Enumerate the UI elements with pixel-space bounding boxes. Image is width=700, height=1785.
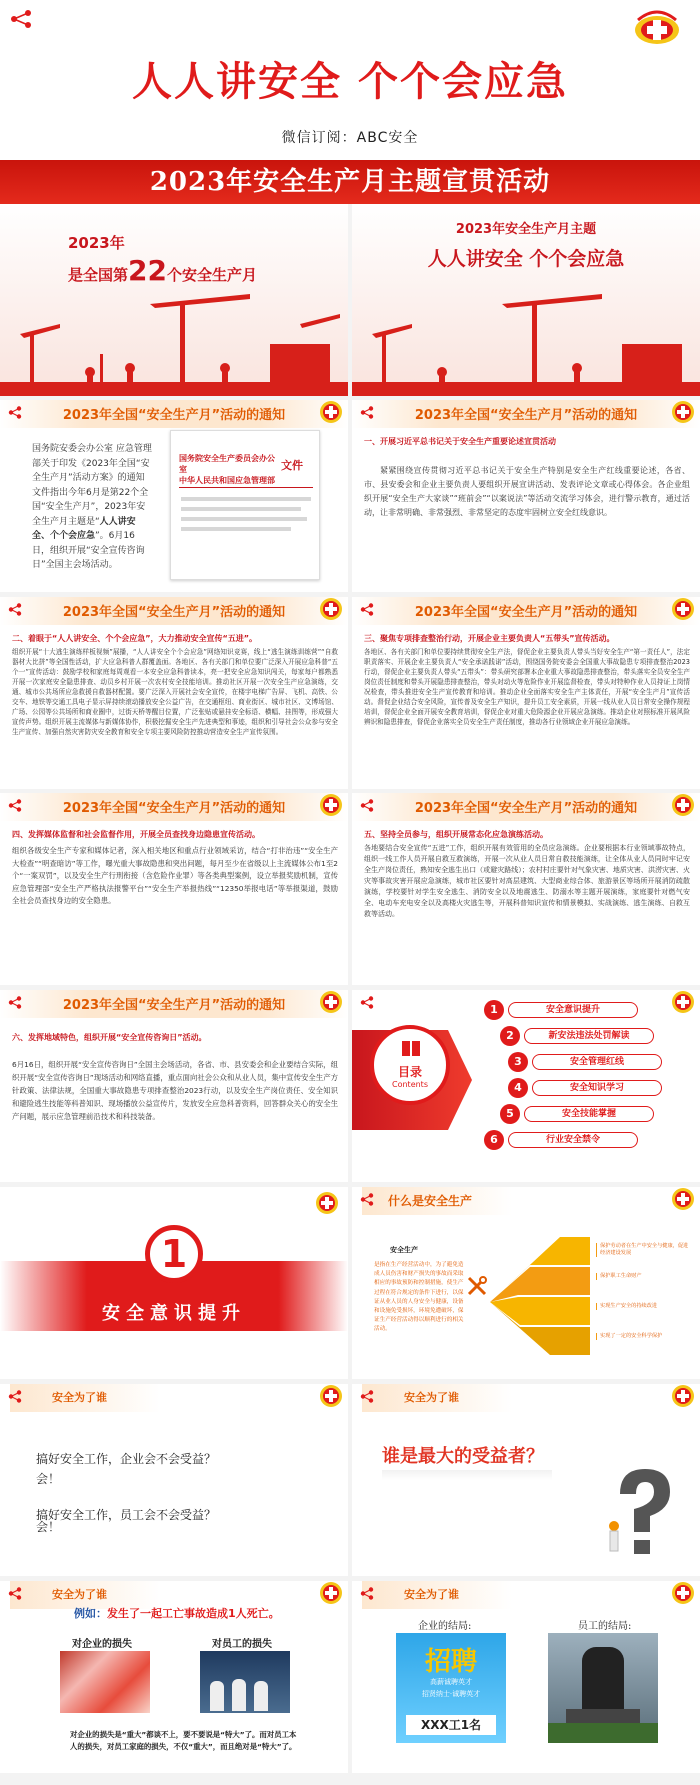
slide1-year: 2023年 [68,234,125,252]
share-icon[interactable] [8,1390,22,1403]
recruitment-poster-image: 招聘 高薪诚聘英才 招贤纳士·诚聘英才 XXX工1名 [396,1633,506,1743]
section-body: 组织各级安全生产专家和媒体记者，深入相关地区和重点行业领域采访，结合“打非治违”“安全生产大检查”“明查暗访”等工作，曝光重大事故隐患和突出问题，每月至少在省级以上主流媒体公布1至2个“一案双罚”，以及安全生产行刑衔接（含危险作业罪）等各类典型案例，设立举报奖励机制，宣传应急管理部“安全生产严格执法报警平台”“安全生产举报热线”“12350举报电话”等举报渠道，鼓励全社会员查找身边的安全隐患。 [12,846,338,905]
safety-emblem-icon [670,1187,696,1211]
employee-loss-label: 对员工的损失 [212,1639,272,1650]
employee-result-label: 员工的结局: [578,1621,632,1632]
safety-emblem-icon [318,597,344,621]
share-icon[interactable] [10,10,32,28]
notice-title: 2023年全国“安全生产月”活动的通知 [62,408,286,423]
company-loss-label: 对企业的损失 [72,1639,132,1650]
contents-item-5[interactable] [500,1104,690,1124]
slide1-suffix: 个安全生产月 [166,266,257,284]
contents-item-6[interactable] [484,1130,674,1150]
term-definition: 是指在生产经营活动中，为了避免造成人员伤害和财产损失的事故而采取相应的事故预防和控制措施，使生产过程在符合规定的条件下进行，以保证从业人员的人身安全与健康，设备和设施免受损坏，环境免遭破坏，保证生产经营活动得以顺利进行的相关活动。 [374,1262,464,1333]
section-heading: 一、开展习近平总书记关于安全生产重要论述宣贯活动 [364,437,556,446]
section-heading: 三、聚焦专项排查整治行动，开展企业主要负责人“五带头”宣传活动。 [364,634,615,643]
slide-what-is-safety [352,1187,700,1379]
slide-contents [352,990,700,1182]
safety-emblem-icon [314,1189,340,1215]
contents-item-number: 4 [508,1078,528,1098]
term-label: 安全生产 [390,1246,418,1254]
share-icon[interactable] [360,1587,374,1600]
notice-title: 2023年全国“安全生产月”活动的通知 [414,801,638,816]
question-reflection [382,1470,552,1480]
money-image [60,1651,150,1713]
notice-title: 2023年全国“安全生产月”活动的通知 [414,605,638,620]
safety-level-2: 保护职工生命财产 [596,1273,692,1280]
contents-item-3[interactable] [508,1052,698,1072]
page-header [0,0,700,160]
recruit-sign: XXX工1名 [406,1715,496,1735]
answer-1: 会！ [36,1472,61,1486]
safety-emblem-icon [318,793,344,817]
slide-who-benefits-3 [0,1581,348,1773]
safety-level-3: 实现生产安全的持续改进 [596,1303,692,1310]
share-icon[interactable] [8,1587,22,1600]
section-body: 各地要结合安全宣传“五进”工作，组织开展有效管用的全员应急演练。企业要根据本行业领域事故特点，组织一线工作人员开展自救互救演练，开展一次从业人员日常自救技能演练，让全体从业人员同时牢记安全生产岗位责任，熟知安全逃生出口（或避灾路线）；农村村庄要针对气象灾害、地质灾害、洪涝灾害、火灾等事故灾害开展应急演练，城市社区要针对高层建筑、大型商业综合体、旅游景区等场所开展消防疏散演练，学校要针对学生安全逃生、消防安全以及地震逃生、防溺水等主题开展演练，家庭要针对燃气安全、电动车充电安全以及高楼火灾逃生等，开展科普知识宣传和情景模拟、实战演练、逃生演练、自救互救等活动。 [364,844,690,918]
tombstone-image [548,1633,658,1743]
slide-who-benefits-2 [352,1384,700,1576]
contents-item-number: 6 [484,1130,504,1150]
contents-label: 目录 [397,1065,422,1079]
safety-emblem-icon [318,1384,344,1408]
official-document-image: 国务院安全生产委员会办公室 中华人民共和国应急管理部 文件 [170,430,320,580]
safety-emblem-icon [670,597,696,621]
answer-2: 会！ [36,1520,61,1534]
share-icon[interactable] [360,996,374,1009]
safety-emblem-icon [670,1581,696,1605]
slide-notice-6 [0,990,348,1182]
contents-circle [370,1025,450,1105]
theme-banner: 2023年安全生产月主题宣贯活动 [0,160,700,204]
safety-emblem-icon [318,1581,344,1605]
slide-notice-intro [0,400,348,592]
section-body: 组织开展“十大逃生演练样板视频”展播，“人人讲安全个个会应急”网络知识竞赛，线上“逃生演练训练营”“自救器材大比拼”等全国性活动，扩大应急科普人群覆盖面。各地区、各有关部门和单位要广泛深入开展应急科普“五个一”宣传活动：鼓励学校和家庭每周观看一本安全应急科普读本，亮一把安全应急知识闯关，每家每户都熟悉开展一次家庭安全隐患排查、动员乡村开展一次农村安全技能培训。推动社区开展一次安全生产应急演练，交通、城市公共场所应急救援自救器材配置。要广泛深入开展社会安全宣传，在楼宇电梯广告屏、飞机、高铁、公交车、地铁等交通工具电子显示屏持续滚动播放安全公益广告，在交通枢纽、商业街区、城市社区、文博场馆、广场、公园等公共场所和商业圈中，过街天桥等醒目位置，广泛张贴或悬挂安全标语、横幅、挂图等，形成强大宣传声势。组织开展主流媒体与新媒体协作，积极挖掘安全生产先进典型和事迹，组织和引导社会公众参与安全生产宣传、加强自然灾害防灾安全教育和安全专项主要风险防控推动营造安全生产宣传氛围。 [12,648,338,736]
book-icon [400,1039,422,1059]
contents-label-en: Contents [392,1080,428,1089]
loss-conclusion: 对企业的损失是“重大”都谈不上，要不要说是“特大”了。而对员工本人的损失，对员工家庭的损失，不仅“重大”，而且绝对是“特大”了。 [70,1730,297,1751]
slide-22nd-month [0,204,348,396]
slide-notice-5 [352,793,700,985]
slide1-number: 22 [128,254,167,287]
section-body: 紧紧围绕宣传贯彻习近平总书记关于安全生产特别是安全生产红线重要论述，各省、市、县安委会和企业主要负责人要组织开展宣讲活动、发表评论文章或心得体会。各企业组织开展“安全生产大家谈”“班前会”“以案说法”等活动交流学习体会，进行警示教育，通过活动，让非常明确、非常强烈、非常坚定的态度牢固树立安全红线意识。 [364,466,690,517]
safety-emblem-icon [318,400,344,424]
slide2-line1: 2023年安全生产月主题 [455,222,597,237]
slide1-prefix: 是全国第 [68,266,129,284]
slide-theme [352,204,700,396]
contents-item-2[interactable] [500,1026,690,1046]
contents-item-number: 5 [500,1104,520,1124]
slide-who-benefits-1 [0,1384,348,1576]
section-heading: 四、发挥媒体监督和社会监督作用，开展全员查找身边隐患宣传活动。 [12,830,260,839]
funeral-image [200,1651,290,1713]
slide-title: 什么是安全生产 [388,1194,473,1208]
contents-item-label: 安全知识学习 [532,1080,662,1096]
section-title: 安全意识提升 [102,1303,246,1324]
safety-pyramid-graphic [490,1237,590,1367]
construction-silhouette-image [0,294,348,396]
big-question: 谁是最大的受益者？ [382,1446,544,1467]
section-number: 1 [145,1225,203,1283]
slide-section-1 [0,1187,348,1379]
contents-item-number: 2 [500,1026,520,1046]
page-title: 人人讲安全 个个会应急 [132,59,568,105]
share-icon[interactable] [360,1390,374,1403]
safety-emblem-icon [670,400,696,424]
share-icon[interactable] [360,1193,374,1206]
example-line: 例如：发生了一起工亡事故造成1人死亡。 [74,1607,280,1620]
slide-title: 安全为了谁 [52,1391,107,1404]
contents-item-4[interactable] [508,1078,698,1098]
section-heading: 五、坚持全员参与，组织开展常态化应急演练活动。 [364,830,548,839]
slide-title: 安全为了谁 [404,1391,459,1404]
safety-emblem-icon [632,8,682,48]
contents-item-number: 3 [508,1052,528,1072]
section-heading: 六、发挥地域特色，组织开展“安全宣传咨询日”活动。 [12,1033,207,1042]
section-body: 6月16日，组织开展“安全宣传咨询日”全国主会场活动，各省、市、县安委会和企业要结合实际，组织开展“安全宣传咨询日”现场活动和网络直播，重点面向社会公众和从业人员，集中宣传安全生产方针政策、法律法规，全国重大事故隐患专项排查整治2023行动，以及安全生产岗位责任、安全知识和避险逃生技能等科普知识、现场播放公益宣传片，发放安全应急科普资料，回答群众关心的安全生产问题，展示应急管理前沿技术和科技装备。 [12,1060,338,1121]
notice-intro-text: 国务院安委会办公室 应急管理部关于印发《2023年全国“安全生产月”活动方案》的通知文件指出今年6月是第22个全国“安全生产月”，2023年安全生产月主题是“人人讲安全、个个会应急”。6月16日，组织开展“安全宣传咨询日”全国主会场活动。 [32,444,152,570]
contents-item-1[interactable] [484,1000,674,1020]
slide1-line [68,254,257,287]
slide-notice-4 [0,793,348,985]
tools-icon [466,1275,488,1297]
contents-item-label: 安全技能掌握 [524,1106,654,1122]
question-1: 搞好安全工作，企业会不会受益？ [36,1452,217,1466]
notice-title: 2023年全国“安全生产月”活动的通知 [62,801,286,816]
notice-title: 2023年全国“安全生产月”活动的通知 [414,408,638,423]
company-result-label: 企业的结局: [418,1621,472,1632]
section-heading: 二、着眼于“人人讲安全、个个会应急”，大力推动安全宣传“五进”。 [12,634,258,643]
slide-notice-2 [0,597,348,789]
slide-notice-3 [352,597,700,789]
safety-level-1: 保护劳动者在生产中安全与健康，促进经济建设发展 [596,1243,692,1257]
safety-emblem-icon [670,793,696,817]
slide-who-benefits-4 [352,1581,700,1773]
contents-item-label: 安全管理红线 [532,1054,662,1070]
safety-emblem-icon [318,990,344,1014]
contents-item-number: 1 [484,1000,504,1020]
slide-notice-1 [352,400,700,592]
slide2-line2: 人人讲安全 个个会应急 [427,248,625,270]
safety-level-4: 实现了一定的安全科学保护 [596,1333,692,1340]
question-2: 搞好安全工作，员工会不会受益？ [36,1508,217,1522]
safety-emblem-icon [670,1384,696,1408]
question-mark-figure-image [600,1464,680,1564]
contents-item-label: 安全意识提升 [508,1002,638,1018]
section-body: 各地区、各有关部门和单位要持续贯彻安全生产法，督促企业主要负责人带头当好安全生产“第一责任人”，法定职责落实、开展企业主要负责人“安全承诺践诺”活动，围绕国务院安委会全国重大事故隐患专项排查整治2023行动，督促企业主要负责人带头“五带头”：带头研究部署本企业重大事故隐患排查整治，带头落实全员安全生产岗位责任制度和带头开展隐患排查整治，带头对动火等危险作业开展监督检查，带头对特种作业人员持证上岗情况检查，带头推进安全生产宣传教育和培训。推动企业全面落实安全生产主体责任，开展“安全生产月”宣传活动。督促企业结合安全风险，宣传普及安全生产知识，提升员工安全素质，开展一线从业人员日常安全操作规程培训，督促企业全面开展安全教育培训，督促企业对重大危险源企业开展应急演练。推动企业对照标准开展风险辨识和隐患排查，督促企业落实全员安全生产责任制度，推动各行业领域企业开展应急演练。 [364,648,690,726]
contents-item-label: 新安法违法处罚解读 [524,1028,654,1044]
construction-silhouette-image [352,294,700,396]
notice-title: 2023年全国“安全生产月”活动的通知 [62,998,286,1013]
slide-title: 安全为了谁 [404,1588,459,1601]
page-subtitle: 微信订阅：ABC安全 [281,130,419,146]
slide-title: 安全为了谁 [52,1588,107,1601]
notice-title: 2023年全国“安全生产月”活动的通知 [62,605,286,620]
contents-item-label: 行业安全禁令 [508,1132,638,1148]
